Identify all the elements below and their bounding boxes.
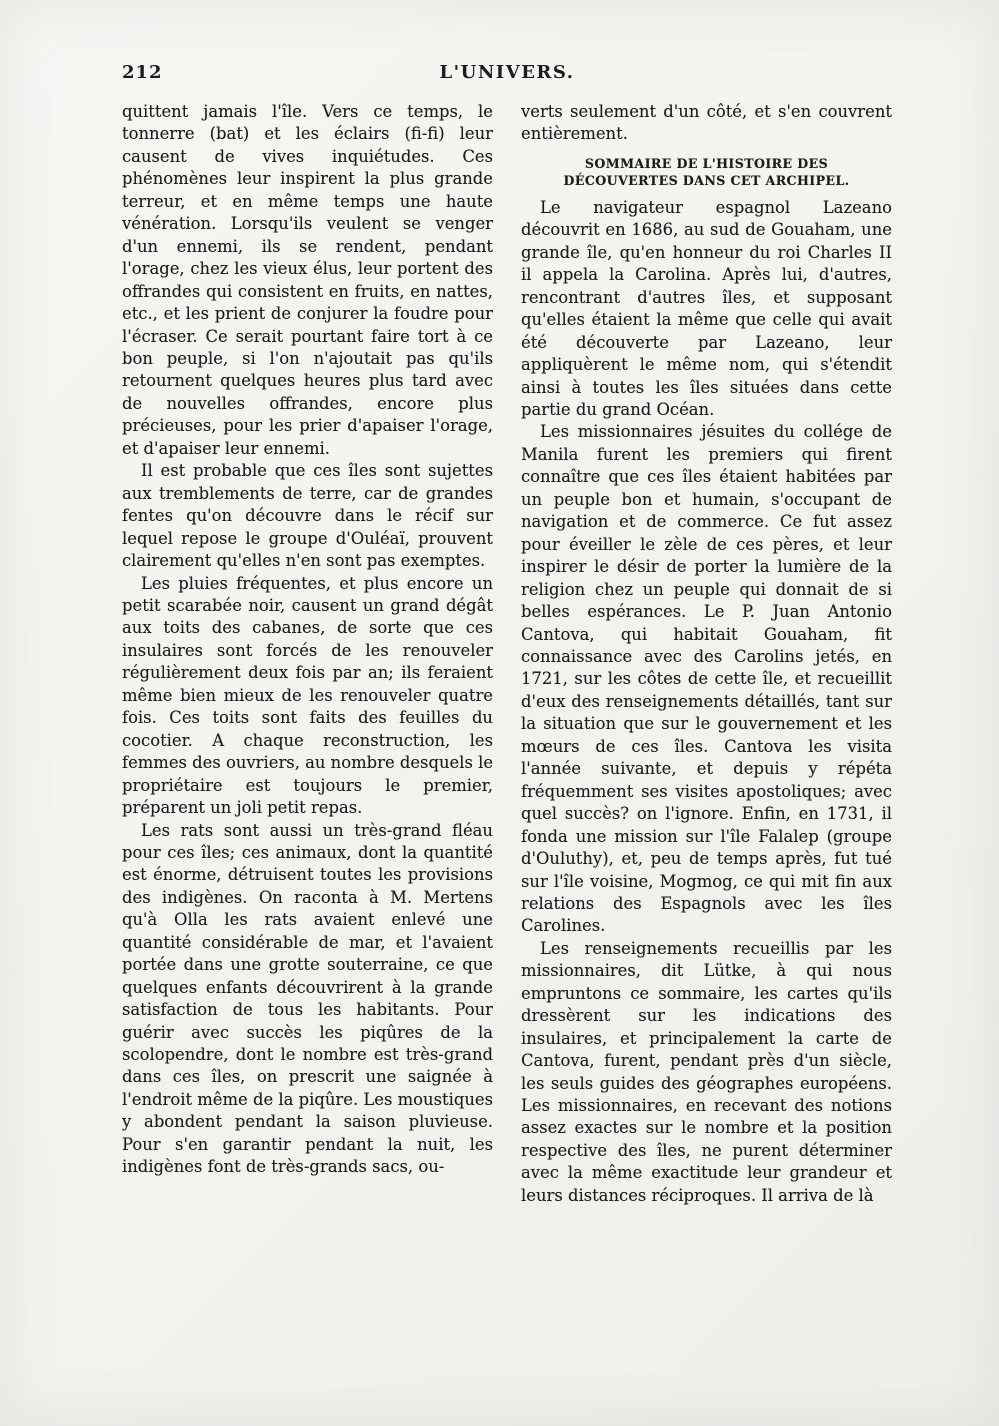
paragraph: Le navigateur espagnol Lazeano découvrit en 1686, au sud de Gouaham, une grande île, qu'en honneur du roi Charles II il appela la Carolina. Après lui, d'autres, rencontrant d'autres îles, et supposant qu'elles étaient la même que celle qui avait été découverte par Lazeano, leur appliquèrent le même nom, qui s'étendit ainsi à toutes les îles situées dans cette partie du grand Océan. — [521, 197, 892, 419]
paragraph: Les missionnaires jésuites du collége de Manila furent les premiers qui firent connaître que ces îles étaient habitées par un peuple bon et humain, s'occupant de navigation et de commerce. Ce fut assez pour éveiller le zèle de ces pères, et leur inspirer le désir de porter la lumière de la religion chez un peuple qui donnait de si belles espérances. Le P. Juan Antonio Cantova, qui habitait Gouaham, fit connaissance avec des Carolins jetés, en 1721, sur les côtes de cette île, et recueillit d'eux des renseignements détaillés, tant sur la situation que sur le gouvernement et les mœurs de ces îles. Cantova les visita l'année suivante, et depuis y répéta fréquemment ses visites apostoliques; avec quel succès? on l'ignore. Enfin, en 1731, il fonda une mission sur l'île Falalep (groupe d'Ouluthy), et, peu de temps après, fut tué sur l'île voisine, Mogmog, ce qui mit fin aux relations des Espagnols avec les îles Carolines. — [521, 422, 892, 936]
right-column — [521, 101, 892, 1341]
left-column — [122, 101, 493, 1341]
text-columns — [122, 101, 892, 1341]
paragraph: Les renseignements recueillis par les missionnaires, dit Lütke, à qui nous empruntons ce sommaire, les cartes qu'ils dressèrent sur les indications des insulaires, et principalement la carte de Cantova, furent, pendant près d'un siècle, les seuls guides des géographes européens. Les missionnaires, en recevant des notions assez exactes sur le nombre et la position respective des îles, ne purent déterminer avec la même exactitude leur grandeur et leurs distances réciproques. Il arriva de là — [521, 938, 892, 1205]
paragraph-continuation: quittent jamais l'île. Vers ce temps, le tonnerre (bat) et les éclairs (fi-fi) leur causent de vives inquiétudes. Ces phénomènes leur inspirent la plus grande terreur, et en même temps une haute vénération. Lorsqu'ils veulent se venger d'un ennemi, ils se rendent, pendant l'orage, chez les vieux élus, leur portent des offrandes qui consistent en fruits, en nattes, etc., et les prient de conjurer la foudre pour l'écraser. Ce serait pourtant faire tort à ce bon peuple, si l'on n'ajoutait pas qu'ils retournent quelques heures plus tard avec de nouvelles offrandes, encore plus précieuses, pour les prier d'apaiser l'orage, et d'apaiser leur ennemi. — [122, 102, 493, 458]
paragraph: Il est probable que ces îles sont sujettes aux tremblements de terre, car de grandes fentes qu'on découvre dans le récif sur lequel repose le groupe d'Ouléaï, prouvent clairement qu'elles n'en sont pas exemptes. — [122, 461, 493, 571]
running-title: L'UNIVERS. — [439, 62, 575, 83]
page-number: 212 — [122, 62, 163, 83]
paragraph: Les pluies fréquentes, et plus encore un petit scarabée noir, causent un grand dégât aux toits des cabanes, de sorte que ces insulaires sont forcés de les renouveler régulièrement deux fois par an; ils feraient même bien mieux de les renouveler quatre fois. Ces toits sont faits des feuilles du cocotier. A chaque reconstruction, les femmes des ouvriers, au nombre desquels le propriétaire est toujours le premier, préparent un joli petit repas. — [122, 573, 494, 818]
running-header — [122, 62, 892, 88]
paragraph-continuation: verts seulement d'un côté, et s'en couvrent entièrement. — [521, 102, 892, 144]
section-heading: SOMMAIRE DE L'HISTOIRE DES DÉCOUVERTES DANS CET ARCHIPEL. — [563, 155, 850, 188]
paragraph: Les rats sont aussi un très-grand fléau pour ces îles; ces animaux, dont la quantité est énorme, détruisent toutes les provisions des indigènes. On raconta à M. Mertens qu'à Olla les rats avaient enlevé une quantité considérable de mar, et l'avaient portée dans une grotte souterraine, ce que quelques enfants découvrirent à la grande satisfaction de tous les habitants. Pour guérir avec succès les piqûres de la scolopendre, dont le nombre est très-grand dans ces îles, on prescrit une saignée à l'endroit même de la piqûre. Les moustiques y abondent pendant la saison pluvieuse. Pour s'en garantir pendant la nuit, les indigènes font de très-grands sacs, ou- — [122, 820, 493, 1177]
